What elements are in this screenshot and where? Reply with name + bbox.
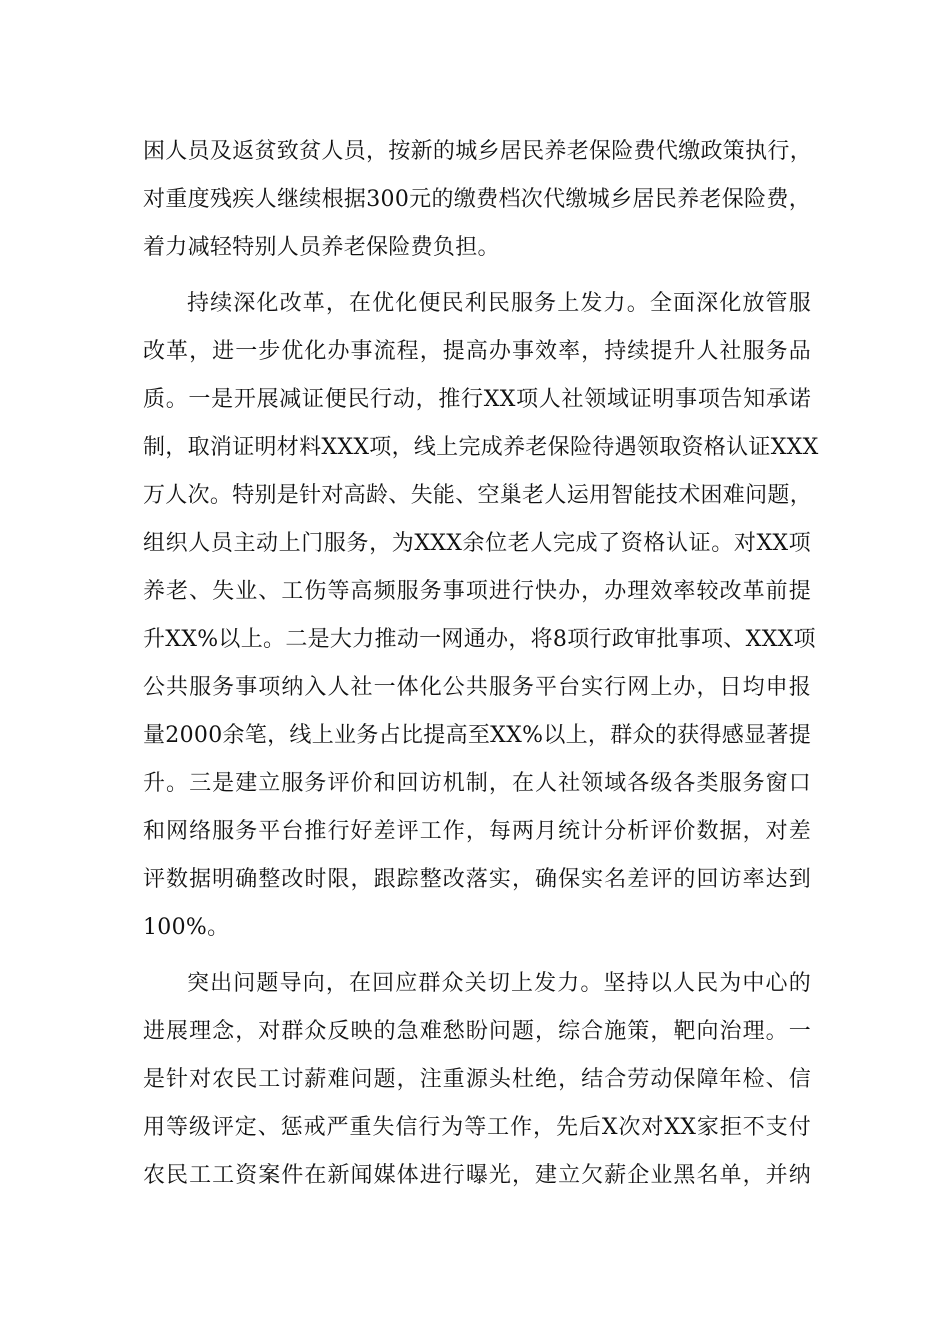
- paragraph-3: [143, 960, 811, 1200]
- text-line: 万人次。特别是针对高龄、失能、空巢老人运用智能技术困难问题，: [143, 483, 813, 508]
- text-line: 进展理念，对群众反映的急难愁盼问题，综合施策，靶向治理。一: [143, 1019, 811, 1044]
- text-line: 公共服务事项纳入人社一体化公共服务平台实行网上办，日均申报: [143, 675, 811, 700]
- text-line: 制，取消证明材料XXX项，线上完成养老保险待遇领取资格认证XXX: [143, 435, 819, 460]
- text-line: 升XX%以上。二是大力推动一网通办，将8项行政审批事项、XXX项: [143, 627, 816, 652]
- text-line: 100%。: [143, 915, 230, 940]
- text-line: 升。三是建立服务评价和回访机制，在人社领域各级各类服务窗口: [143, 771, 811, 796]
- paragraph-gap: [143, 952, 811, 960]
- paragraph-1: [143, 128, 811, 272]
- text-line: 评数据明确整改时限，跟踪整改落实，确保实名差评的回访率达到: [143, 867, 811, 892]
- text-line: 突出问题导向，在回应群众关切上发力。坚持以人民为中心的: [187, 971, 811, 996]
- text-line: 用等级评定、惩戒严重失信行为等工作，先后X次对XX家拒不支付: [143, 1115, 811, 1140]
- text-line: 质。一是开展减证便民行动，推行XX项人社领域证明事项告知承诺: [143, 387, 811, 412]
- text-line: 组织人员主动上门服务，为XXX余位老人完成了资格认证。对XX项: [143, 531, 811, 556]
- text-line: 持续深化改革，在优化便民利民服务上发力。全面深化放管服: [187, 291, 811, 316]
- document-body: [143, 128, 819, 1200]
- paragraph-2: [143, 280, 819, 952]
- text-line: 农民工工资案件在新闻媒体进行曝光，建立欠薪企业黑名单，并纳: [143, 1163, 811, 1188]
- text-line: 和网络服务平台推行好差评工作，每两月统计分析评价数据，对差: [143, 819, 811, 844]
- text-line: 量2000余笔，线上业务占比提高至XX%以上，群众的获得感显著提: [143, 723, 811, 748]
- text-line: 困人员及返贫致贫人员，按新的城乡居民养老保险费代缴政策执行，: [143, 139, 813, 164]
- text-line: 养老、失业、工伤等高频服务事项进行快办，办理效率较改革前提: [143, 579, 811, 604]
- text-line: 是针对农民工讨薪难问题，注重源头杜绝，结合劳动保障年检、信: [143, 1067, 811, 1092]
- text-line: 对重度残疾人继续根据300元的缴费档次代缴城乡居民养老保险费，: [143, 187, 811, 212]
- text-line: 改革，进一步优化办事流程，提高办事效率，持续提升人社服务品: [143, 339, 811, 364]
- text-line: 着力减轻特别人员养老保险费负担。: [143, 235, 500, 260]
- paragraph-gap: [143, 272, 811, 280]
